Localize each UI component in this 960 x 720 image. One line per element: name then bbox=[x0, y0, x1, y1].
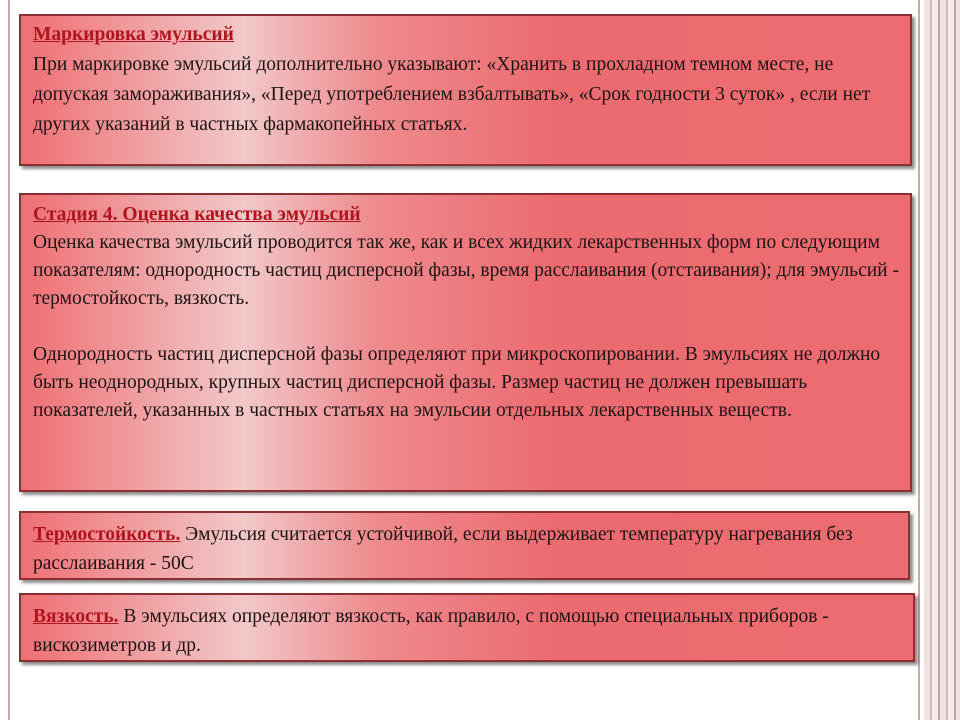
thermal-stability-heading: Термостойкость. bbox=[33, 524, 181, 545]
viscosity-text: В эмульсиях определяют вязкость, как правило, с помощью специальных приборов - вискозиметров и др. bbox=[33, 606, 829, 656]
viscosity-heading: Вязкость. bbox=[33, 606, 119, 627]
labeling-text: При маркировке эмульсий дополнительно указывают: «Хранить в прохладном темном месте, не допуская замораживания», «Перед употреблением взбалтывать», «Срок годности 3 суток» , если нет других указаний в частных фармакопейных статьях. bbox=[33, 54, 871, 135]
paragraph-gap bbox=[33, 313, 900, 341]
thermal-stability-paragraph bbox=[33, 520, 898, 578]
quality-heading: Стадия 4. Оценка качества эмульсий bbox=[33, 204, 361, 225]
thermal-stability-box bbox=[19, 511, 910, 580]
decorative-stripes bbox=[924, 0, 960, 720]
thermal-stability-text: Эмульсия считается устойчивой, если выдерживает температуру нагревания без расслаивания - 50С bbox=[33, 524, 853, 574]
viscosity-box bbox=[19, 593, 915, 662]
quality-paragraph-1: Оценка качества эмульсий проводится так же, как и всех жидких лекарственных форм по следующим показателям: однородность частиц дисперсной фазы, время расслаивания (отстаивания); для эмульсий - термостойкость, вязкость. bbox=[33, 232, 899, 309]
quality-assessment-box bbox=[19, 193, 912, 492]
labeling-heading: Маркировка эмульсий bbox=[33, 24, 234, 45]
viscosity-paragraph bbox=[33, 602, 903, 660]
labeling-box bbox=[19, 14, 912, 166]
quality-paragraph-2: Однородность частиц дисперсной фазы определяют при микроскопировании. В эмульсиях не должно быть неоднородных, крупных частиц дисперсной фазы. Размер частиц не должен превышать показателей, указанных в частных статьях на эмульсии отдельных лекарственных веществ. bbox=[33, 344, 881, 421]
